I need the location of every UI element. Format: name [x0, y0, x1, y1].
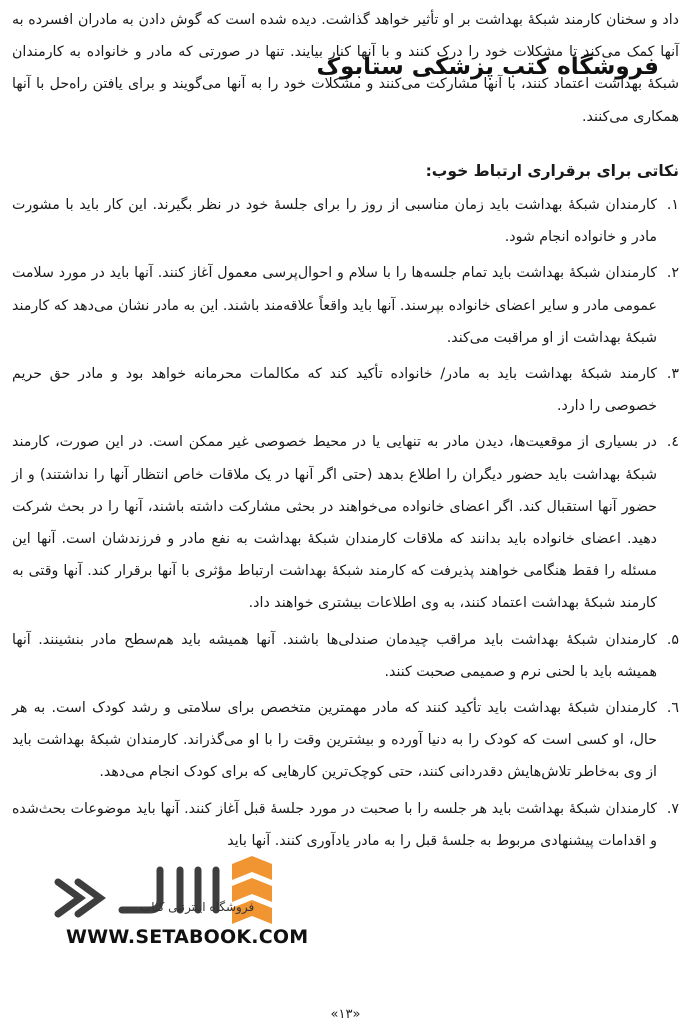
page-body: [12, 4, 679, 994]
list-item-text: کارمندان شبکهٔ بهداشت باید هر جلسه را با صحبت در مورد جلسهٔ قبل آغاز کنند. آنها باید موضوعات بحث‌شده و اقدامات پیشنهادی مربوط به جلسهٔ قبل را به مادر یادآوری کنند. آنها باید: [12, 800, 657, 849]
list-item-text: در بسیاری از موقعیت‌ها، دیدن مادر به تنهایی یا در محیط خصوصی غیر ممکن است. در این صورت، کارمند شبکهٔ بهداشت باید حضور دیگران را اطلاع بدهد (حتی اگر آنها در یک ملاقات خاص انتظار آنها را نداشتند) و از حضور آنها استقبال کند. اگر اعضای خانواده می‌خواهند در بحثی مشارکت داشته باشند، آنها را در بحث شرکت دهید. اعضای خانواده باید بدانند که ملاقات کارمندان شبکهٔ بهداشت به نفع مادر و فرزندشان است. آنها این مسئله را فقط هنگامی خواهند پذیرفت که کارمند شبکهٔ بهداشت ارتباط مؤثری با آنها برقرار کند. آنها وقتی به کارمند شبکهٔ بهداشت اعتماد کنند، به وی اطلاعات بیشتری خواهند داد.: [12, 434, 657, 612]
list-item-text: کارمندان شبکهٔ بهداشت باید تأکید کنند که مادر مهمترین متخصص برای سلامتی و رشد کودک است. به هر حال، او کسی است که کودک را به دنیا آورده و بیشترین وقت را با او می‌گذراند. کارمندان شبکهٔ بهداشت باید از وی به‌خاطر تلاش‌هایش دقدردانی کنند، حتی کوچک‌ترین کارهایی که برای کودک انجام می‌دهد.: [12, 700, 657, 781]
list-item-number: ٦.: [666, 700, 679, 717]
list-item: [12, 624, 679, 688]
list-item-number: ۳.: [666, 366, 679, 383]
list-item-number: ٤.: [666, 434, 679, 451]
list-item-number: ۱.: [666, 197, 679, 214]
section-heading: نکاتی برای برقراری ارتباط خوب:: [425, 161, 679, 180]
list-item: [12, 692, 679, 789]
page-number: «۱۳»: [330, 1007, 361, 1022]
list-item-number: ۲.: [666, 265, 679, 282]
list-item-text: کارمندان شبکهٔ بهداشت باید مراقب چیدمان صندلی‌ها باشند. آنها همیشه باید هم‌سطح مادر بنشینند. آنها همیشه باید با لحنی نرم و صمیمی صحبت کنند.: [12, 631, 657, 680]
watermark-tagline: فروشگاه اینترنتی کتاب: [140, 900, 255, 914]
list-item: [12, 426, 679, 619]
list-item: [12, 793, 679, 857]
watermark-shop-title: فروشگاه کتب پزشکی ستابوک: [316, 54, 659, 80]
list-item-text: کارمندان شبکهٔ بهداشت باید زمان مناسبی از روز را برای جلسهٔ خود در نظر بگیرند. این کار باید با مشورت مادر و خانواده انجام شود.: [12, 197, 657, 246]
list-item: [12, 257, 679, 354]
list-item: [12, 189, 679, 253]
list-item-number: ۵.: [666, 631, 679, 648]
list-item-text: کارمندان شبکهٔ بهداشت باید تمام جلسه‌ها را با سلام و احوال‌پرسی معمول آغاز کنند. آنها باید در مورد سلامت عمومی مادر و سایر اعضای خانواده بپرسند. آنها باید واقعاً علاقه‌مند باشند. این به مادر نشان می‌دهد که کارمند شبکهٔ بهداشت از او مراقبت می‌کند.: [12, 265, 657, 346]
tips-list: [12, 189, 679, 857]
intro-paragraph: داد و سخنان کارمند شبکهٔ بهداشت بر او تأثیر خواهد گذاشت. دیده شده است که گوش دادن به مادران افسرده به آنها کمک می‌کند تا مشکلات خود را درک کنند و با آنها کنار بیایند. تنها در صورتی که مادر و خانواده به کارمندان شبکهٔ بهداشت اعتماد کنند، با آنها مشارکت می‌کنند و مشکلات خود را به آنها می‌گویند و برای یافتن راه‌حل با آنها همکاری می‌کنند.: [12, 12, 679, 125]
watermark-url: WWW.SETABOOK.COM: [66, 926, 309, 948]
list-item-text: کارمند شبکهٔ بهداشت باید به مادر/ خانواده تأکید کند که مکالمات محرمانه خواهد بود و مادر حق حریم خصوصی را دارد.: [12, 366, 657, 415]
list-item: [12, 358, 679, 422]
list-item-number: ۷.: [666, 800, 679, 817]
